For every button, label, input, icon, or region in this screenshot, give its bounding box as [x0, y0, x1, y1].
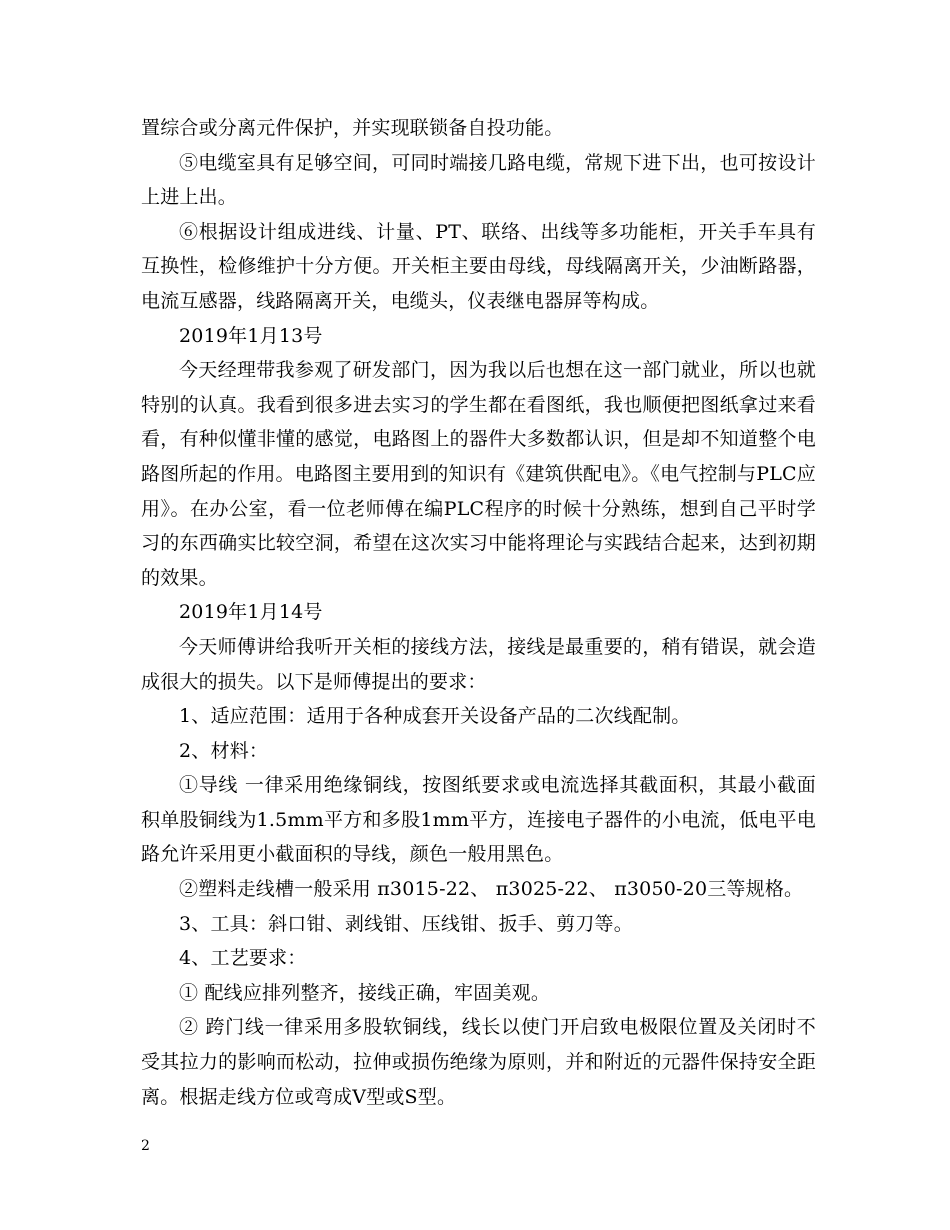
page-number: 2: [141, 1138, 150, 1154]
list-item: 1、适应范围：适用于各种成套开关设备产品的二次线配制。: [179, 705, 691, 728]
paragraph: 置综合或分离元件保护，并实现联锁备自投功能。: [141, 117, 564, 139]
paragraph: ⑤电缆室具有足够空间，可同时端接几路电缆，常规下进下出，也可按设计上进上出。: [141, 151, 816, 209]
document-body: [141, 111, 816, 1114]
paragraph: 今天经理带我参观了研发部门，因为我以后也想在这一部门就业，所以也就特别的认真。我看到很多进去实习的学生都在看图纸，我也顺便把图纸拿过来看看，有种似懂非懂的感觉，电路图上的器件大多数都认识，但是却不知道整个电路图所起的作用。电路图主要用到的知识有《建筑供配电》。《电气控制与PLC应用》。在办公室，看一位老师傅在编PLC程序的时候十分熟练，想到自己平时学习的东西确实比较空洞，希望在这次实习中能将理论与实践结合起来，达到初期的效果。: [141, 359, 816, 589]
date-heading: 2019年1月14号: [179, 601, 323, 624]
paragraph: ⑥根据设计组成进线、计量、PT、联络、出线等多功能柜，开关手车具有互换性，检修维护十分方便。开关柜主要由母线，母线隔离开关，少油断路器，电流互感器，线路隔离开关，电缆头，仪表继电器屏等构成。: [141, 220, 816, 312]
date-heading: 2019年1月13号: [179, 324, 323, 347]
list-item: 2、材料：: [179, 739, 269, 762]
list-item: 3、工具：斜口钳、剥线钳、压线钳、扳手、剪刀等。: [179, 912, 633, 935]
list-item: ② 跨门线一律采用多股软铜线，线长以使门开启致电极限位置及关闭时不受其拉力的影响而松动，拉伸或损伤绝缘为原则，并和附近的元器件保持安全距离。根据走线方位或弯成V型或S型。: [141, 1016, 816, 1108]
list-item: ①导线 一律采用绝缘铜线，按图纸要求或电流选择其截面积，其最小截面积单股铜线为1.5mm平方和多股1mm平方，连接电子器件的小电流，低电平电路允许采用更小截面积的导线，颜色一般用黑色。: [141, 774, 816, 866]
list-item: ②塑料走线槽一般采用 π3015-22、 π3025-22、 π3050-20三等规格。: [179, 878, 804, 901]
list-item: ① 配线应排列整齐，接线正确，牢固美观。: [179, 981, 551, 1004]
paragraph: 今天师傅讲给我听开关柜的接线方法，接线是最重要的，稍有错误，就会造成很大的损失。以下是师傅提出的要求：: [141, 635, 816, 693]
list-item: 4、工艺要求：: [179, 947, 307, 970]
